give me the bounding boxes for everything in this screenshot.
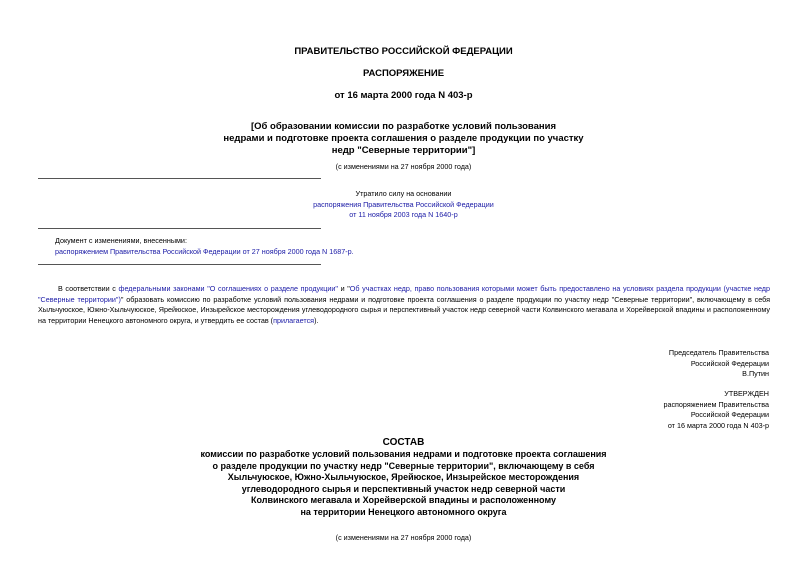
composition-line: Колвинского мегавала и Хорейверской впадины и расположенному bbox=[251, 495, 556, 505]
paragraph-text: В соответствии с bbox=[58, 284, 119, 293]
paragraph-text: " образовать комиссию по разработке условий пользования недрами и подготовке проекта соглашения о разделе продукции по участку недр "Северные территории", включающему в себя Хыльчуюское, Южно-Хыльчуюское, Ярейюское, Инзырейское месторождения углеводородного сырья и перспективный участок недр северной части Колвинского мегавала и Хорейверской впадины и расположенному на территории Ненецкого автономного округа, и утвердить ее состав ( bbox=[38, 294, 770, 325]
divider bbox=[38, 264, 321, 265]
approved-block bbox=[663, 389, 769, 431]
subsoil-areas-link[interactable]: Об участках недр, право пользования которыми может быть предоставлено на условиях раздела продукции (участке недр "Северные территории") bbox=[38, 284, 770, 304]
composition-line: углеводородного сырья и перспективный участок недр северной части bbox=[241, 483, 566, 494]
composition-subtitle bbox=[0, 449, 807, 518]
document-title bbox=[0, 121, 807, 157]
void-notice-link[interactable]: распоряжения Правительства Российской Федерации bbox=[313, 199, 494, 209]
document-date: от 16 марта 2000 года N 403-р bbox=[334, 90, 473, 101]
signature-title-2: Российской Федерации bbox=[690, 358, 769, 368]
changes-notice bbox=[55, 236, 354, 257]
composition-line: Хыльчуюское, Южно-Хыльчуюское, Ярейюское, Инзырейское месторождения bbox=[227, 472, 580, 482]
title-line: недр "Северные территории"] bbox=[331, 145, 476, 156]
void-notice-text: Утратило силу на основании bbox=[355, 189, 452, 198]
approved-line: Российской Федерации bbox=[690, 410, 769, 419]
paragraph-text: и " bbox=[337, 284, 350, 293]
composition-amended-note: (с изменениями на 27 ноября 2000 года) bbox=[335, 533, 472, 542]
signature-block bbox=[669, 348, 769, 380]
government-heading: ПРАВИТЕЛЬСТВО РОССИЙСКОЙ ФЕДЕРАЦИИ bbox=[294, 46, 513, 57]
title-line: [Об образовании комиссии по разработке условий пользования bbox=[250, 121, 557, 132]
main-paragraph bbox=[38, 284, 770, 326]
approved-date: от 16 марта 2000 года N 403-р bbox=[667, 420, 769, 430]
appendix-link[interactable]: прилагается bbox=[273, 315, 315, 325]
title-line: недрами и подготовке проекта соглашения о разделе продукции по участку bbox=[223, 133, 584, 144]
document-type: РАСПОРЯЖЕНИЕ bbox=[362, 68, 445, 79]
composition-line: на территории Ненецкого автономного округа bbox=[300, 506, 507, 517]
federal-law-link[interactable]: федеральными законами "О соглашениях о разделе продукции" bbox=[118, 284, 338, 293]
approved-label: УТВЕРЖДЕН bbox=[724, 389, 769, 398]
approved-line: распоряжением Правительства bbox=[663, 399, 769, 409]
composition-line: о разделе продукции по участку недр "Северные территории", включающему в себя bbox=[212, 460, 595, 471]
composition-line: комиссии по разработке условий пользования недрами и подготовке проекта соглашения bbox=[200, 449, 607, 459]
void-notice-link-date[interactable]: от 11 ноября 2003 года N 1640-р bbox=[349, 210, 458, 219]
signature-title: Председатель Правительства bbox=[668, 348, 769, 357]
changes-link[interactable]: распоряжением Правительства Российской Федерации от 27 ноября 2000 года N 1687-р. bbox=[55, 246, 354, 256]
void-notice bbox=[0, 189, 807, 221]
divider bbox=[38, 228, 321, 229]
amended-note: (с изменениями на 27 ноября 2000 года) bbox=[335, 162, 472, 171]
divider bbox=[38, 178, 321, 179]
signature-name: В.Путин bbox=[742, 369, 769, 378]
composition-title: СОСТАВ bbox=[382, 437, 425, 448]
changes-label: Документ с изменениями, внесенными: bbox=[55, 236, 187, 245]
paragraph-text: ). bbox=[314, 315, 319, 325]
